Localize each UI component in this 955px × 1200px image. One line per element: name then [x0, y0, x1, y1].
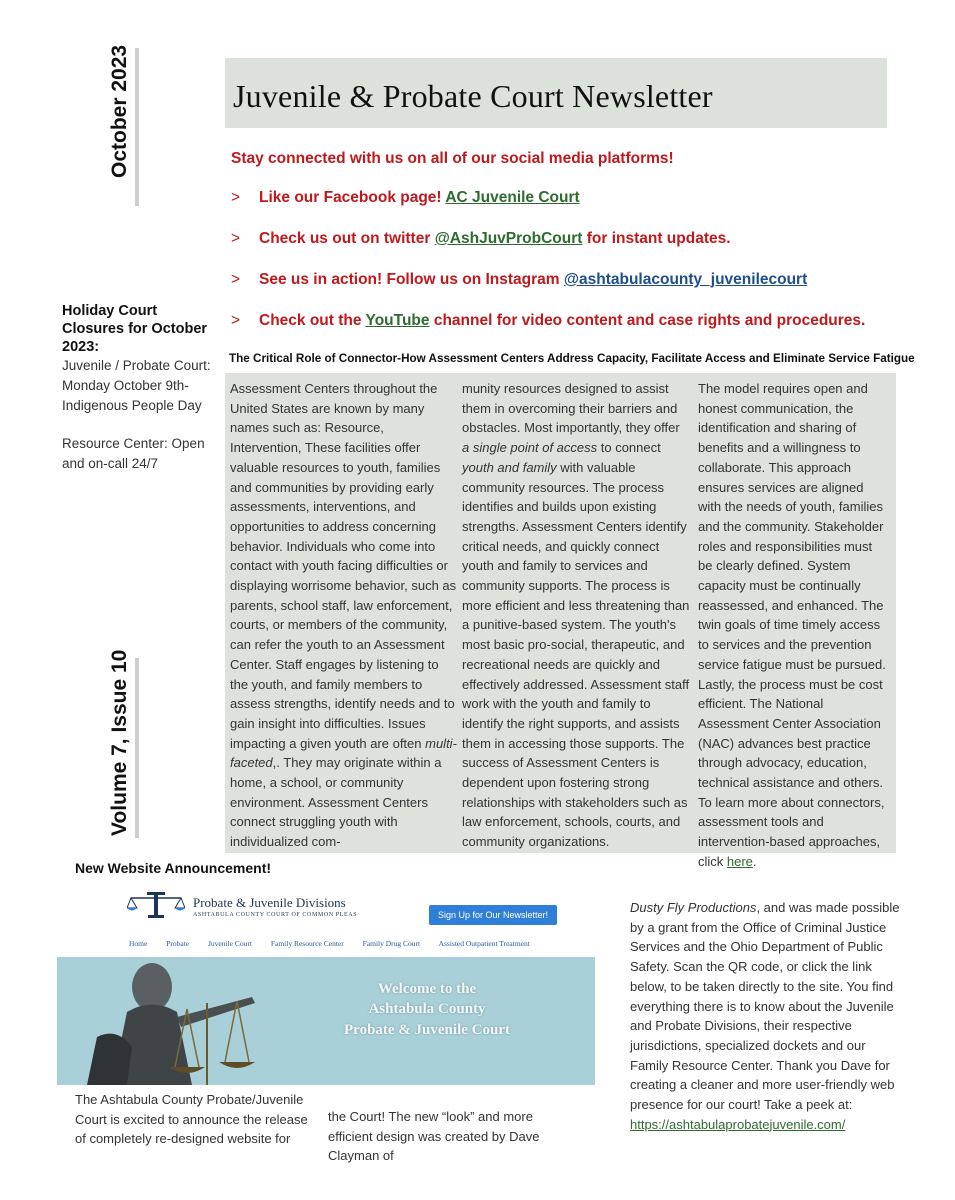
newsletter-header [225, 58, 887, 128]
hero-line: Welcome to the [377, 981, 477, 997]
website-nav [129, 939, 547, 948]
website-subtitle: ASHTABULA COUNTY COURT OF COMMON PLEAS [193, 912, 358, 918]
lady-justice-statue-icon [57, 957, 267, 1085]
chevron-right-icon: > [231, 230, 241, 247]
social-item-youtube [231, 312, 865, 330]
website-link[interactable]: https://ashtabulaprobatejuvenile.com/ [630, 1116, 846, 1132]
holiday-line: Resource Center: Open [62, 436, 205, 451]
chevron-right-icon: > [231, 189, 241, 206]
instagram-link[interactable]: @ashtabulacounty_juvenilecourt [563, 271, 808, 288]
holiday-line: Monday October 9th- [62, 378, 189, 393]
twitter-link[interactable]: @AshJuvProbCourt [434, 230, 583, 247]
social-text: Check us out on twitter [259, 230, 435, 247]
divider-bottom [135, 658, 139, 838]
nav-family-drug-court[interactable]: Family Drug Court [362, 939, 421, 948]
social-item-facebook [231, 189, 580, 207]
article-column-2: munity resources designed to assist them in overcoming their barriers and obstacles. Most importantly, they offer a single point of access to connect youth and family with valuable community resources. The process identifies and builds upon existing strengths. Assessment Centers identify critical needs, and quickly connect youth and family to services and community supports. The process is more efficient and less threatening than a punitive-based system. The youth's most basic pro-social, therapeutic, and recreational needs are quickly and effectively addressed. Assessment staff work with the youth and family to identify the right supports, and assists them in accessing those supports. The success of Assessment Centers is dependent upon fostering strong relationships with stakeholders such as law enforcement, schools, courts, and community organizations. [462, 381, 690, 850]
youtube-link[interactable]: YouTube [365, 312, 430, 329]
announcement-column-1: The Ashtabula County Probate/Juvenile Court is excited to announce the release of completely re-designed website for [75, 1092, 308, 1147]
website-brand: Probate & Juvenile Divisions [193, 895, 346, 910]
newsletter-signup-button[interactable]: Sign Up for Our Newsletter! [429, 905, 557, 925]
holiday-line: Juvenile / Probate Court: [62, 358, 211, 373]
nav-home[interactable]: Home [129, 939, 148, 948]
page-title: Juvenile & Probate Court Newsletter [233, 78, 713, 114]
scales-logo-icon [127, 889, 185, 919]
nav-family-resource-center[interactable]: Family Resource Center [270, 939, 344, 948]
website-hero [57, 957, 595, 1085]
social-text: channel for video content and case rights and procedures. [429, 312, 866, 329]
nav-juvenile-court[interactable]: Juvenile Court [208, 939, 252, 948]
holiday-closures [62, 302, 222, 474]
article-body [225, 373, 896, 869]
holiday-line: and on-call 24/7 [62, 456, 159, 471]
announcement-column-3: Dusty Fly Productions, and was made possible by a grant from the Office of Criminal Justice Services and the Ohio Department of Public Safety. Scan the QR code, or click the link below, to be taken directly to the site. You find everything there is to know about the Juvenile and Probate Divisions, their respective jurisdictions, specialized dockets and our Family Resource Center. Thank you Dave for creating a cleaner and more user-friendly web presence for our court! Take a peek at: https://ashtabulaprobatejuvenile.com/ [630, 900, 900, 1132]
announcement-column-2: the Court! The new “look” and more efficient design was created by Dave Clayman of [328, 1109, 540, 1164]
website-screenshot [57, 885, 595, 1085]
social-text: See us in action! Follow us on Instagram [259, 271, 564, 288]
article-column-1: Assessment Centers throughout the United States are known by many names such as: Resource, Intervention, These facilities offer valuable resources to youth, families and communities by providing early assessments, interventions, and opportunities to address concerning behavior. Individuals who come into contact with youth facing difficulties or displaying worrisome behavior, such as parents, school staff, law enforcement, courts, or members of the community, can refer the youth to an Assessment Center. Staff engages by listening to the youth, and family members to assess strengths, identify needs and to gain insight into difficulties. Issues impacting a given youth are often multi-faceted,. They may originate within a home, a school, or community environment. Assessment Centers connect struggling youth with individualized com- [230, 381, 457, 850]
issue-month: October 2023 [108, 44, 131, 178]
facebook-link[interactable]: AC Juvenile Court [445, 189, 580, 206]
chevron-right-icon: > [231, 312, 241, 329]
divider-top [135, 48, 139, 206]
social-item-twitter [231, 230, 731, 248]
article-column-3: The model requires open and honest communication, the identification and sharing of benefits and a willingness to collaborate. This approach ensures services are aligned with the needs of youth, families and the community. Stakeholder roles and responsibilities must be clearly defined. System capacity must be continually reassessed, and enhanced. The twin goals of time timely access to services and the prevention service fatigue must be pursued. Lastly, the process must be cost efficient. The National Assessment Center Association (NAC) advances best practice through advocacy, education, technical assistance and others. To learn more about connectors, assessment tools and intervention-based approaches, click here. [698, 381, 886, 869]
nav-assisted-outpatient[interactable]: Assisted Outpatient Treatment [438, 939, 530, 948]
social-item-instagram [231, 271, 807, 289]
hero-line: Ashtabula County [368, 1001, 486, 1017]
hero-line: Probate & Juvenile Court [344, 1022, 510, 1038]
social-text: Check out the [259, 312, 366, 329]
here-link[interactable]: here [726, 853, 753, 869]
social-text: Like our Facebook page! [259, 189, 446, 206]
holiday-line: Indigenous People Day [62, 398, 202, 413]
announcement-title: New Website Announcement! [75, 860, 272, 876]
social-text: for instant updates. [582, 230, 731, 247]
issue-volume: Volume 7, Issue 10 [108, 649, 131, 836]
article-heading: The Critical Role of Connector-How Assessment Centers Address Capacity, Facilitate Access and Eliminate Service Fatigue [229, 352, 915, 365]
chevron-right-icon: > [231, 271, 241, 288]
social-intro: Stay connected with us on all of our social media platforms! [231, 150, 674, 167]
holiday-title: Holiday Court Closures for October 2023: [62, 303, 208, 355]
nav-probate[interactable]: Probate [166, 939, 190, 948]
